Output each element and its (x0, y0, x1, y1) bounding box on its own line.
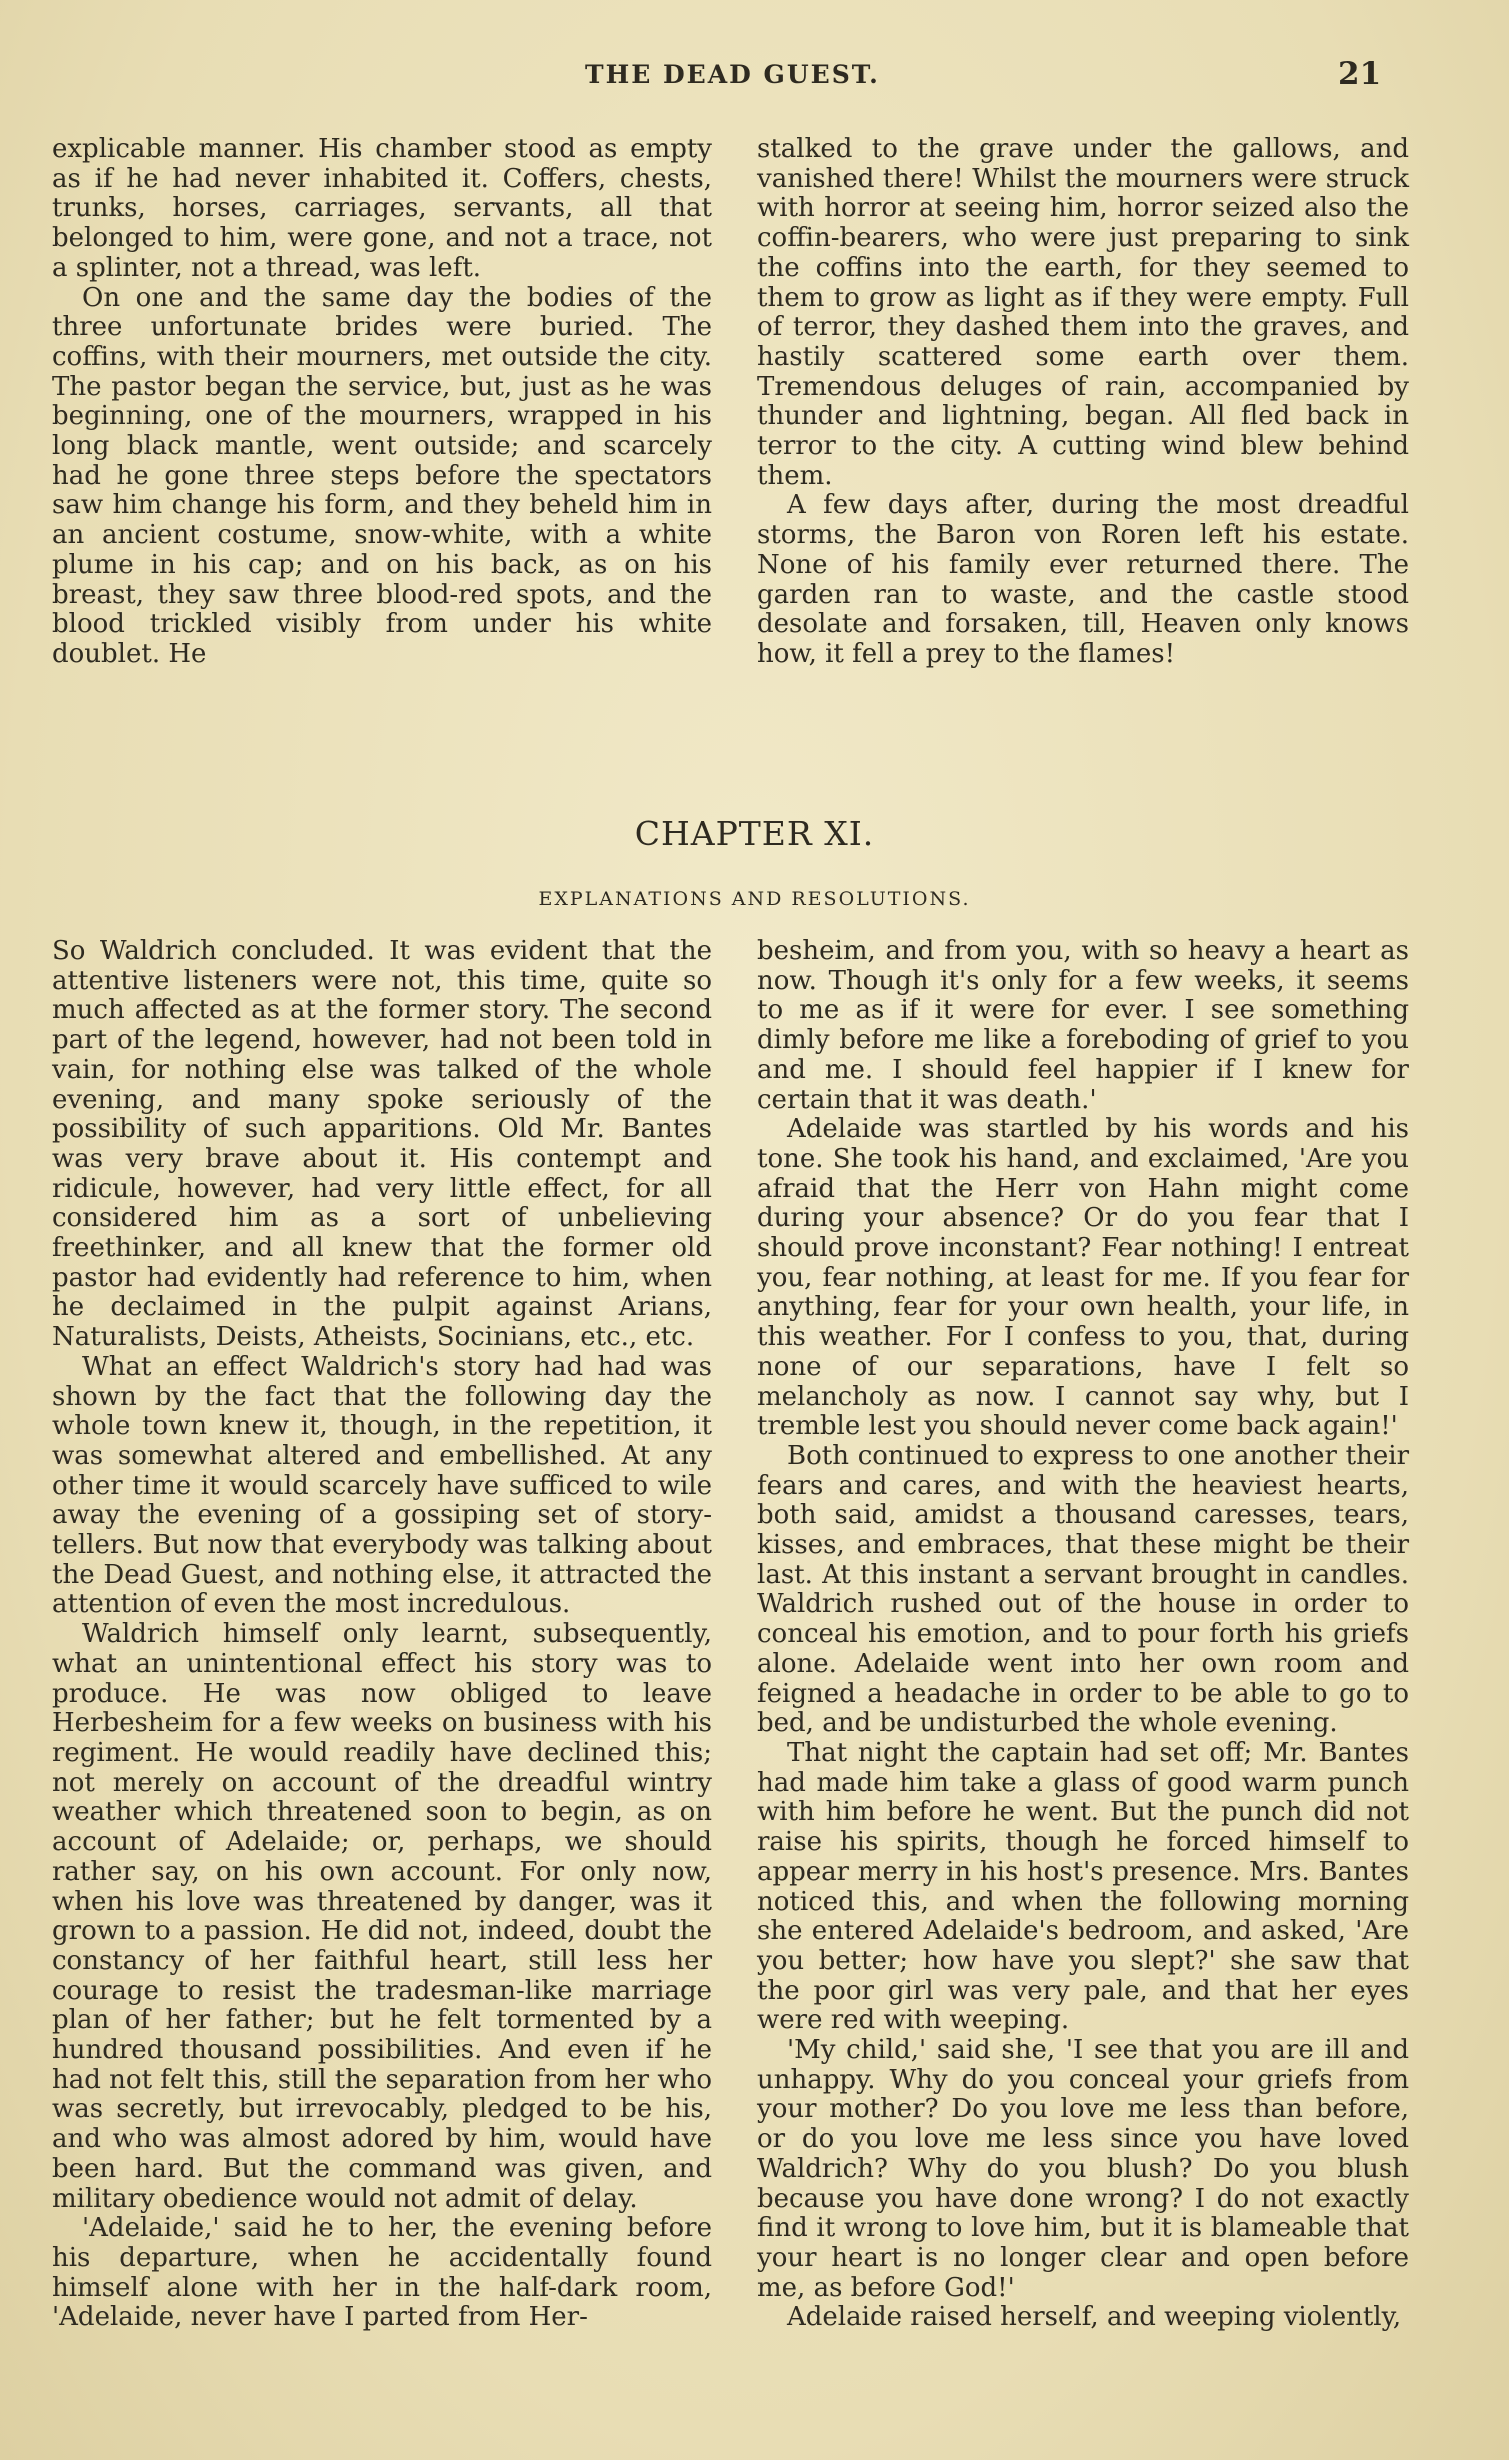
paragraph: So Waldrich concluded. It was evident that the attentive listeners were not, this time, quite so much affected as at the former story. The second part of the legend, however, had not been told in vain, for nothing else was talked of the whole evening, and many spoke seriously of the possibility of such apparitions. Old Mr. Bantes was very brave about it. His contempt and ridicule, however, had very little effect, for all considered him as a sort of unbelieving freethinker, and all knew that the former old pastor had evidently had reference to him, when he declaimed in the pulpit against Arians, Naturalists, Deists, Atheists, Socinians, etc., etc. (52, 936, 712, 1353)
running-head (0, 56, 1509, 100)
paragraph: stalked to the grave under the gallows, and vanished there! Whilst the mourners were struck with horror at seeing him, horror seized also the coffin-bearers, who were just preparing to sink the coffins into the earth, for they seemed to them to grow as light as if they were empty. Full of terror, they dashed them into the graves, and hastily scattered some earth over them. Tremendous deluges of rain, accompanied by thunder and lightning, began. All fled back in terror to the city. A cutting wind blew behind them. (757, 134, 1409, 491)
paragraph: 'My child,' said she, 'I see that you are ill and unhappy. Why do you conceal your griefs from your mother? Do you love me less than before, or do you love me less since you have loved Waldrich? Why do you blush? Do you blush because you have done wrong? I do not exactly find it wrong to love him, but it is blameable that your heart is no longer clear and open before me, as before God!' (757, 2035, 1409, 2303)
running-title: THE DEAD GUEST. (585, 60, 880, 89)
paragraph: besheim, and from you, with so heavy a heart as now. Though it's only for a few weeks, it seems to me as if it were for ever. I see something dimly before me like a foreboding of grief to you and me. I should feel happier if I knew for certain that it was death.' (757, 936, 1409, 1115)
page-number: 21 (1338, 56, 1382, 92)
chapter-subtitle: EXPLANATIONS AND RESOLUTIONS. (538, 888, 971, 910)
paragraph: explicable manner. His chamber stood as empty as if he had never inhabited it. Coffers, chests, trunks, horses, carriages, servants, all that belonged to him, were gone, and not a trace, not a splinter, not a thread, was left. (52, 134, 712, 283)
top-left-column (52, 135, 712, 670)
paragraph: Adelaide was startled by his words and his tone. She took his hand, and exclaimed, 'Are you afraid that the Herr von Hahn might come during your absence? Or do you fear that I should prove inconstant? Fear nothing! I entreat you, fear nothing, at least for me. If you fear for anything, fear for your own health, your life, in this weather. For I confess to you, that, during none of our separations, have I felt so melancholy as now. I cannot say why, but I tremble lest you should never come back again!' (757, 1114, 1409, 1442)
paragraph: 'Adelaide,' said he to her, the evening before his departure, when he accidentally found himself alone with her in the half-dark room, 'Adelaide, never have I parted from Her- (52, 2213, 712, 2333)
paragraph: On one and the same day the bodies of the three unfortunate brides were buried. The coffins, with their mourners, met outside the city. The pastor began the service, but, just as he was beginning, one of the mourners, wrapped in his long black mantle, went outside; and scarcely had he gone three steps before the spectators saw him change his form, and they beheld him in an ancient costume, snow-white, with a white plume in his cap; and on his back, as on his breast, they saw three blood-red spots, and the blood trickled visibly from under his white doublet. He (52, 282, 712, 669)
bottom-right-column (757, 937, 1409, 2333)
paragraph: A few days after, during the most dreadful storms, the Baron von Roren left his estate. None of his family ever returned there. The garden ran to waste, and the castle stood desolate and forsaken, till, Heaven only knows how, it fell a prey to the flames! (757, 490, 1409, 669)
paragraph: That night the captain had set off; Mr. Bantes had made him take a glass of good warm punch with him before he went. But the punch did not raise his spirits, though he forced himself to appear merry in his host's presence. Mrs. Bantes noticed this, and when the following morning she entered Adelaide's bedroom, and asked, 'Are you better; how have you slept?' she saw that the poor girl was very pale, and that her eyes were red with weeping. (757, 1737, 1409, 2036)
bottom-left-column (52, 937, 712, 2333)
paragraph: Both continued to express to one another their fears and cares, and with the heaviest hearts, both said, amidst a thousand caresses, tears, kisses, and embraces, that these might be their last. At this instant a servant brought in candles. Waldrich rushed out of the house in order to conceal his emotion, and to pour forth his griefs alone. Adelaide went into her own room and feigned a headache in order to be able to go to bed, and be undisturbed the whole evening. (757, 1440, 1409, 1739)
chapter-title: CHAPTER XI. (634, 814, 875, 853)
paragraph: Adelaide raised herself, and weeping violently, (787, 2302, 1402, 2333)
paragraph: What an effect Waldrich's story had had was shown by the fact that the following day the whole town knew it, though, in the repetition, it was somewhat altered and embellished. At any other time it would scarcely have sufficed to wile away the evening of a gossiping set of story-tellers. But now that everybody was talking about the Dead Guest, and nothing else, it attracted the attention of even the most incredulous. (52, 1351, 712, 1620)
paragraph: Waldrich himself only learnt, subsequently, what an unintentional effect his story was to produce. He was now obliged to leave Herbesheim for a few weeks on business with his regiment. He would readily have declined this; not merely on account of the dreadful wintry weather which threatened soon to begin, as on account of Adelaide; or, perhaps, we should rather say, on his own account. For only now, when his love was threatened by danger, was it grown to a passion. He did not, indeed, doubt the constancy of her faithful heart, still less her courage to resist the tradesman-like marriage plan of her father; but he felt tormented by a hundred thousand possibilities. And even if he had not felt this, still the separation from her who was secretly, but irrevocably, pledged to be his, and who was almost adored by him, would have been hard. But the command was given, and military obedience would not admit of delay. (52, 1619, 712, 2214)
top-right-column (757, 135, 1409, 670)
